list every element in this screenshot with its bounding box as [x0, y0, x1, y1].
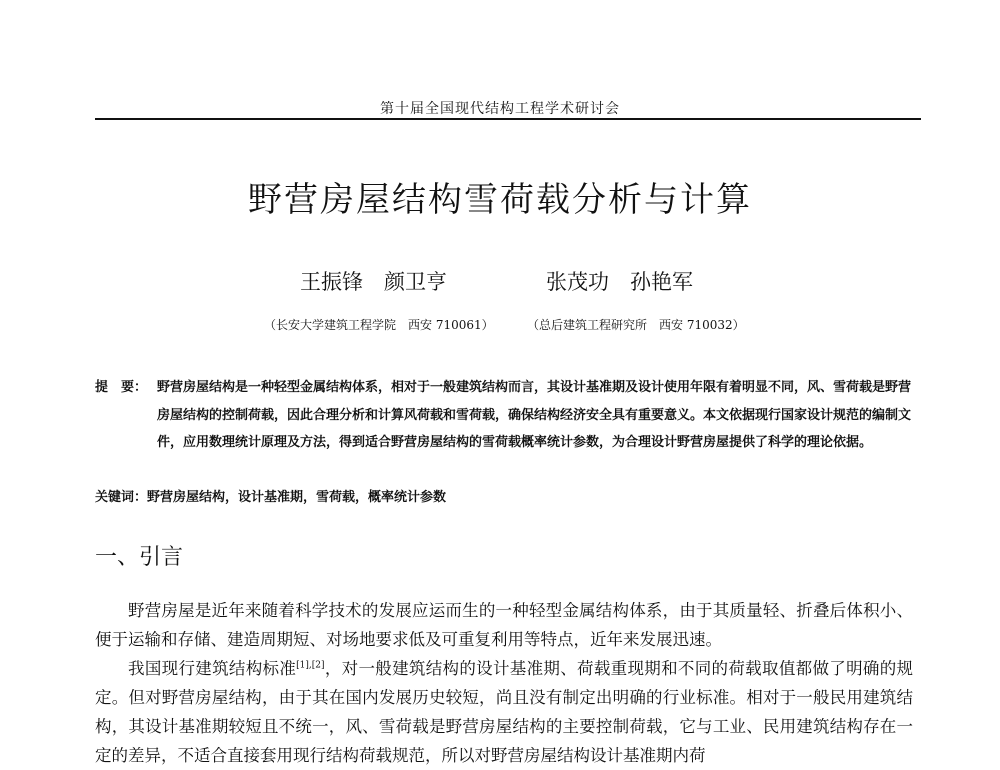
abstract-text: 野营房屋结构是一种轻型金属结构体系，相对于一般建筑结构而言，其设计基准期及设计使用年限有着明显不同，风、雪荷载是野营房屋结构的控制荷载，因此合理分析和计算风荷载和雪荷载，确保结构经济安全具有重要意义。本文依据现行国家设计规范的编制文件，应用数理统计原理及方法，得到适合野营房屋结构的雪荷载概率统计参数，为合理设计野营房屋提供了科学的理论依据。 [157, 380, 912, 450]
author-group-2: 张茂功 孙艳军 [546, 270, 693, 294]
header-rule [95, 118, 921, 120]
affiliation-1: （长安大学建筑工程学院 西安 710061） [264, 318, 494, 332]
paragraph-1: 野营房屋是近年来随着科学技术的发展应运而生的一种轻型金属结构体系，由于其质量轻、折叠后体积小、便于运输和存储、建造周期短、对场地要求低及可重复利用等特点，近年来发展迅速。 [95, 601, 913, 649]
keywords-text: 野营房屋结构，设计基准期，雪荷载，概率统计参数 [147, 490, 447, 505]
paper-title: 野营房屋结构雪荷载分析与计算 [248, 180, 752, 220]
abstract [95, 374, 915, 457]
keywords [95, 486, 915, 505]
paragraph-2-start: 我国现行建筑结构标准 [128, 659, 297, 678]
affiliation-2: （总后建筑工程研究所 西安 710032） [527, 318, 745, 332]
conference-header: 第十届全国现代结构工程学术研讨会 [380, 101, 620, 117]
section-heading: 一、引言 [95, 545, 184, 570]
author-line [0, 266, 1000, 298]
citation-ref: [1],[2] [296, 660, 325, 671]
abstract-label: 提 要： [95, 380, 148, 395]
paragraph-2 [95, 654, 913, 770]
author-group-1: 王振锋 颜卫亨 [300, 270, 447, 294]
keywords-label: 关键词： [95, 490, 148, 505]
paragraph-2-rest: ，对一般建筑结构的设计基准期、荷载重现期和不同的荷载取值都做了明确的规定。但对野营房屋结构，由于其在国内发展历史较短，尚且没有制定出明确的行业标准。相对于一般民用建筑结构，其设计基准期较短且不统一，风、雪荷载是野营房屋结构的主要控制荷载，它与工业、民用建筑结构存在一定的差异，不适合直接套用现行结构荷载规范，所以对野营房屋结构设计基准期内荷 [95, 659, 914, 765]
